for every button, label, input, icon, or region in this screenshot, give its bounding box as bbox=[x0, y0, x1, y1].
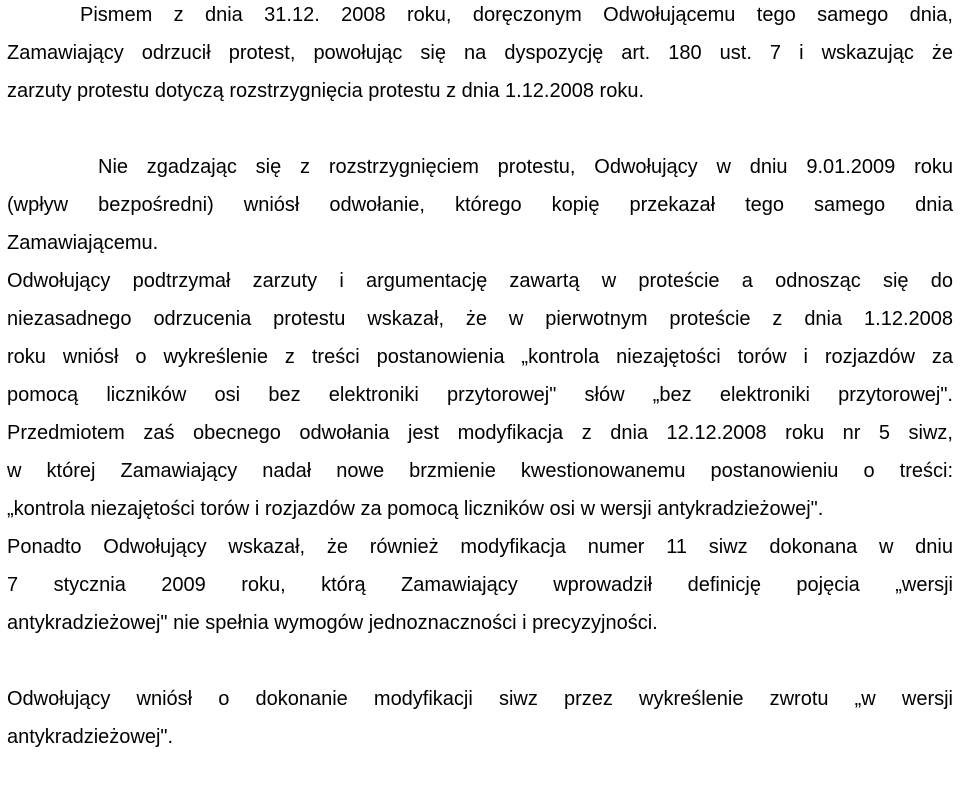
paragraph-3-line-1: Odwołujący podtrzymał zarzuty i argumentację zawartą w proteście a odnosząc się do bbox=[7, 270, 953, 292]
paragraph-3-line-4: pomocą liczników osi bez elektroniki przytorowej" słów „bez elektroniki przytorowej". bbox=[7, 384, 953, 406]
paragraph-1-line-1: Pismem z dnia 31.12. 2008 roku, doręczonym Odwołującemu tego samego dnia, bbox=[80, 4, 953, 26]
paragraph-3-line-5: Przedmiotem zaś obecnego odwołania jest modyfikacja z dnia 12.12.2008 roku nr 5 siwz, bbox=[7, 422, 953, 444]
paragraph-4-line-3: antykradzieżowej" nie spełnia wymogów jednoznaczności i precyzyjności. bbox=[7, 612, 658, 634]
paragraph-1-line-3: zarzuty protestu dotyczą rozstrzygnięcia protestu z dnia 1.12.2008 roku. bbox=[7, 80, 645, 102]
paragraph-2-line-3: Zamawiającemu. bbox=[7, 232, 159, 254]
paragraph-5-line-2: antykradzieżowej". bbox=[7, 726, 174, 748]
paragraph-4-line-1: Ponadto Odwołujący wskazał, że również modyfikacja numer 11 siwz dokonana w dniu bbox=[7, 536, 953, 558]
paragraph-3-line-2: niezasadnego odrzucenia protestu wskazał, że w pierwotnym proteście z dnia 1.12.2008 bbox=[7, 308, 953, 330]
paragraph-3-line-6: w której Zamawiający nadał nowe brzmienie kwestionowanemu postanowieniu o treści: bbox=[7, 460, 953, 482]
paragraph-2-line-2: (wpływ bezpośredni) wniósł odwołanie, którego kopię przekazał tego samego dnia bbox=[7, 194, 953, 216]
paragraph-4-line-2: 7 stycznia 2009 roku, którą Zamawiający wprowadził definicję pojęcia „wersji bbox=[7, 574, 953, 596]
paragraph-5-line-1: Odwołujący wniósł o dokonanie modyfikacji siwz przez wykreślenie zwrotu „w wersji bbox=[7, 688, 953, 710]
paragraph-3-line-3: roku wniósł o wykreślenie z treści postanowienia „kontrola niezajętości torów i rozjazdów za bbox=[7, 346, 953, 368]
paragraph-2-line-1: Nie zgadzając się z rozstrzygnięciem protestu, Odwołujący w dniu 9.01.2009 roku bbox=[98, 156, 953, 178]
paragraph-1-line-2: Zamawiający odrzucił protest, powołując się na dyspozycję art. 180 ust. 7 i wskazując że bbox=[7, 42, 953, 64]
paragraph-3-line-7: „kontrola niezajętości torów i rozjazdów za pomocą liczników osi w wersji antykradzieżowej". bbox=[7, 498, 824, 520]
